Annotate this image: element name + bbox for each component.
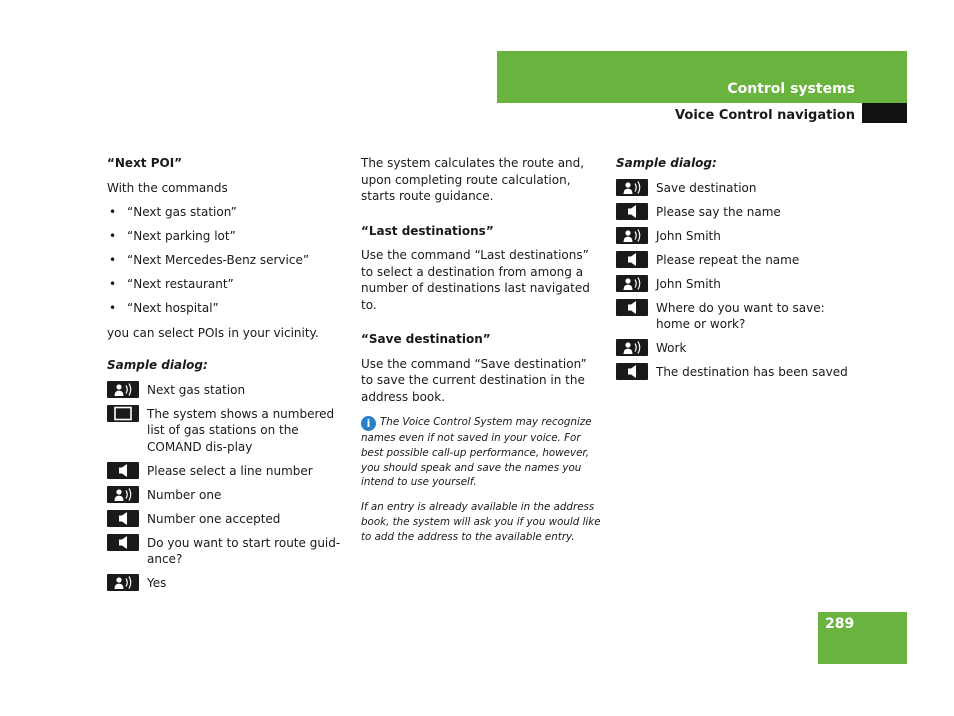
dialog-row (107, 575, 349, 592)
dialog-text: Save destination (656, 180, 757, 195)
dialog-text: Please select a line number (147, 463, 313, 478)
commands-outro: you can select POIs in your vicinity. (107, 325, 319, 340)
save-destination-heading: “Save destination” (361, 332, 491, 346)
section-tab-marker (862, 103, 907, 123)
last-destinations-text: Use the command “Last destinations” to select a destination from among a number of destinations last navigated to. (361, 248, 590, 312)
dialog-text: The system shows a numbered list of gas stations on the COMAND dis-play (147, 406, 335, 454)
column-1 (107, 155, 349, 599)
speaking-user-icon (107, 381, 139, 398)
dialog-row (107, 463, 349, 480)
dialog-text: The destination has been saved (656, 365, 848, 379)
sample-dialog-label: Sample dialog: (616, 156, 717, 170)
speaking-user-icon (107, 574, 139, 591)
dialog-text: Work (656, 341, 687, 355)
dialog-row (107, 535, 349, 568)
dialog-row (107, 382, 349, 399)
section-header-bar (497, 51, 907, 103)
dialog-text: John Smith (656, 228, 721, 243)
speaking-user-icon (616, 339, 648, 356)
command-item: • “Next restaurant” (107, 276, 349, 293)
speaker-icon (616, 203, 648, 220)
subsection-title: Voice Control navigation (675, 108, 855, 123)
dialog-text: Number one (147, 487, 222, 502)
section-title: Control systems (727, 81, 855, 97)
dialog-row (107, 511, 349, 528)
speaker-icon (107, 510, 139, 527)
dialog-row (616, 180, 856, 197)
dialog-text: John Smith (656, 276, 721, 291)
info-icon: i (361, 416, 376, 431)
dialog-text: Where do you want to save: home or work? (656, 300, 825, 331)
dialog-row (616, 276, 856, 293)
column-2 (361, 155, 601, 551)
next-poi-heading: “Next POI” (107, 156, 183, 170)
dialog-row (616, 340, 856, 357)
dialog-text: Do you want to start route guid-ance? (147, 535, 341, 566)
route-calc-text: The system calculates the route and, upon completing route calculation, starts route guidance. (361, 156, 585, 203)
display-screen-icon (107, 405, 139, 422)
sample-dialog-label: Sample dialog: (107, 358, 208, 372)
speaker-icon (616, 251, 648, 268)
save-destination-text: Use the command “Save destination” to save the current destination in the address book. (361, 356, 587, 404)
dialog-row (616, 228, 856, 245)
dialog-text: Number one accepted (147, 511, 281, 526)
info-note-2: If an entry is already available in the address book, the system will ask you if you would like to add the address to the available entry. (361, 501, 601, 543)
page-number: 289 (825, 616, 855, 632)
speaking-user-icon (616, 179, 648, 196)
dialog-row (616, 364, 856, 381)
commands-intro: With the commands (107, 180, 228, 195)
speaker-icon (616, 363, 648, 380)
speaking-user-icon (616, 275, 648, 292)
dialog-row (616, 300, 856, 333)
column-3 (616, 155, 856, 388)
command-item: • “Next hospital” (107, 300, 349, 317)
speaker-icon (107, 534, 139, 551)
info-note (361, 415, 601, 490)
page-number-box (818, 612, 907, 664)
dialog-row (616, 252, 856, 269)
command-item: • “Next parking lot” (107, 228, 349, 245)
command-list (107, 204, 349, 317)
dialog-row (107, 406, 349, 456)
last-destinations-heading: “Last destinations” (361, 223, 494, 238)
dialog-row (616, 204, 856, 221)
speaker-icon (616, 299, 648, 316)
info-note-text: The Voice Control System may recognize names even if not saved in your voice. For best possible call-up performance, however, you should speak and save the names you intend to use yourself. (361, 416, 592, 489)
command-item: • “Next Mercedes-Benz service” (107, 252, 349, 269)
speaking-user-icon (616, 227, 648, 244)
dialog-text: Yes (147, 576, 167, 590)
speaking-user-icon (107, 486, 139, 503)
dialog-text: Please say the name (656, 204, 781, 219)
dialog-text: Please repeat the name (656, 252, 800, 267)
dialog-row (107, 487, 349, 504)
dialog-text: Next gas station (147, 382, 246, 397)
speaker-icon (107, 462, 139, 479)
command-item: • “Next gas station” (107, 204, 349, 221)
